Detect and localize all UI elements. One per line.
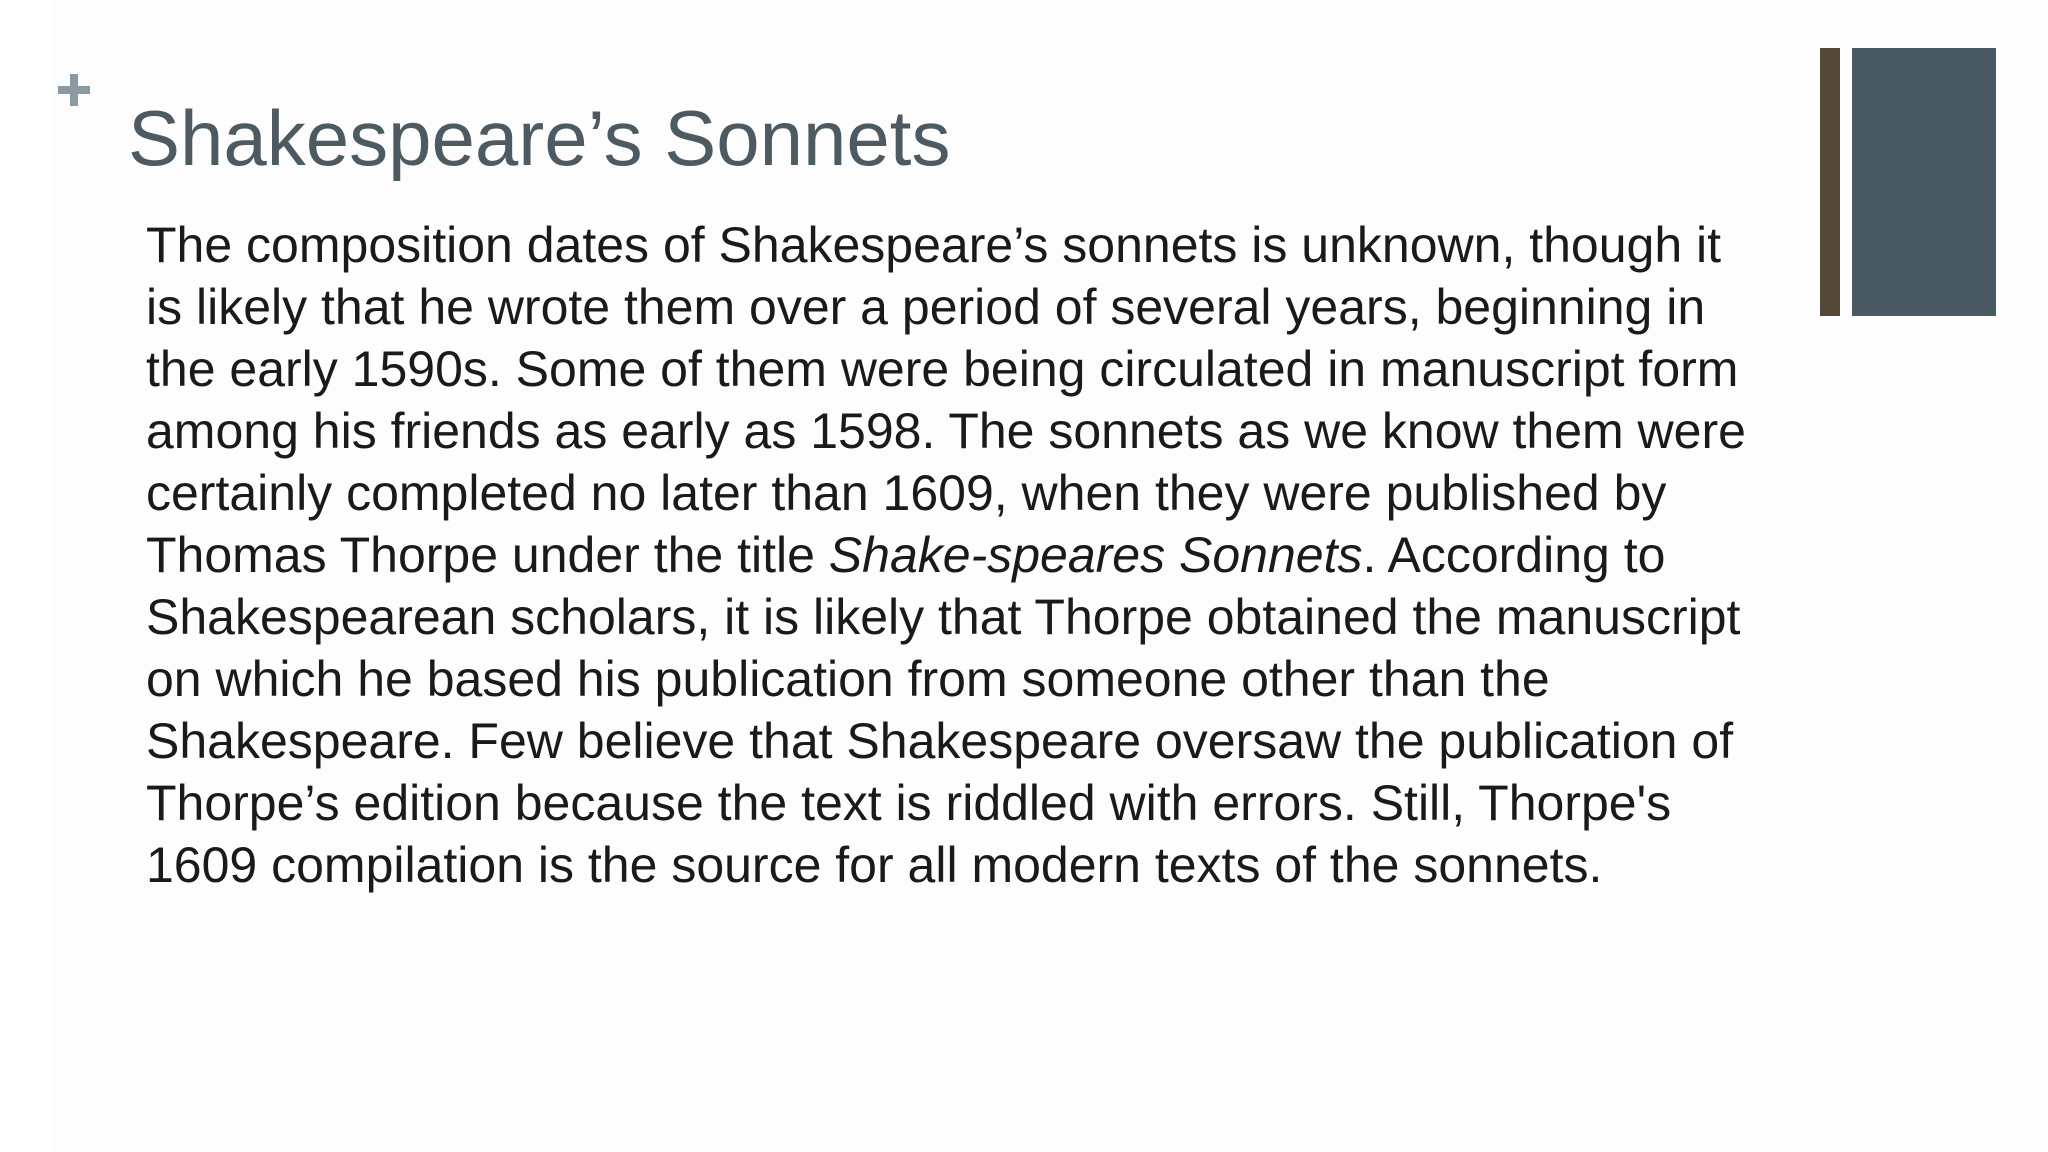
book-title-italic: Shake-speares Sonnets bbox=[828, 527, 1363, 583]
body-line: is likely that he wrote them over a period of several years, beginning in bbox=[146, 279, 1706, 335]
body-line: among his friends as early as 1598. The sonnets as we know them were bbox=[146, 403, 1746, 459]
body-line bbox=[146, 524, 1826, 586]
slide-title: Shakespeare’s Sonnets bbox=[128, 94, 951, 182]
plus-icon bbox=[54, 70, 94, 110]
body-line-text: Thomas Thorpe under the title bbox=[146, 527, 829, 583]
slide-body bbox=[146, 214, 1826, 896]
body-line-text: . According to bbox=[1362, 527, 1666, 583]
accent-bar-thin bbox=[1820, 48, 1840, 316]
body-line: on which he based his publication from someone other than the bbox=[146, 651, 1550, 707]
body-line: Shakespearean scholars, it is likely that Thorpe obtained the manuscript bbox=[146, 589, 1741, 645]
body-line: Shakespeare. Few believe that Shakespeare oversaw the publication of bbox=[146, 713, 1734, 769]
accent-bar-wide bbox=[1852, 48, 1996, 316]
body-line: the early 1590s. Some of them were being circulated in manuscript form bbox=[146, 341, 1739, 397]
body-line: certainly completed no later than 1609, when they were published by bbox=[146, 465, 1667, 521]
body-line: The composition dates of Shakespeare’s sonnets is unknown, though it bbox=[146, 217, 1722, 273]
body-line: 1609 compilation is the source for all modern texts of the sonnets. bbox=[146, 837, 1603, 893]
body-line: Thorpe’s edition because the text is riddled with errors. Still, Thorpe's bbox=[146, 775, 1672, 831]
